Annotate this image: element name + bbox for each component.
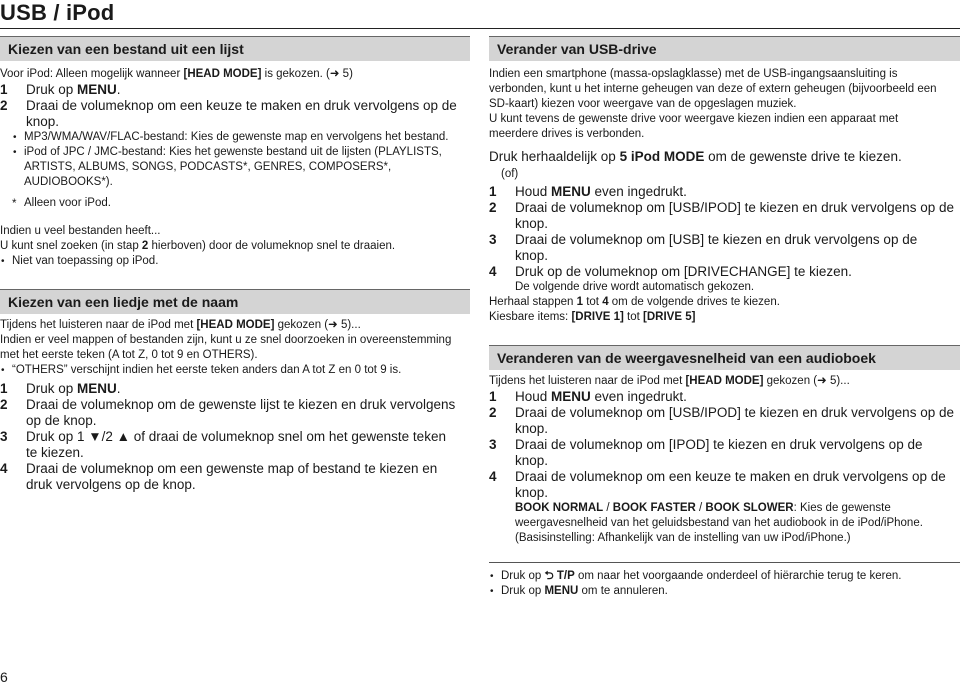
step-2: 2 Draai de volumeknop om [USB/IPOD] te kiezen en druk vervolgens op de knop. — [489, 405, 954, 436]
paragraph: meerdere drives is verbonden. — [489, 128, 645, 140]
or-label: (of) — [501, 168, 519, 180]
section-heading-audiobook-speed: Veranderen van de weergavesnelheid van een audioboek — [489, 345, 960, 370]
list-item: • “OTHERS” verschijnt indien het eerste teken anders dan A tot Z en 0 tot 9 is. — [0, 363, 470, 378]
step-4: 4 Druk op de volumeknop om [DRIVECHANGE] te kiezen. De volgende drive wordt automatisch gekozen. — [489, 264, 852, 293]
paragraph: Tijdens het luisteren naar de iPod met [HEAD MODE] gekozen (➜ 5)... — [489, 375, 850, 387]
tip-title: Indien u veel bestanden heeft... — [0, 225, 161, 237]
back-icon: ⮌ — [544, 570, 554, 582]
paragraph: Herhaal stappen 1 tot 4 om de volgende drives te kiezen. — [489, 296, 780, 308]
section-heading-song-by-name: Kiezen van een liedje met de naam — [0, 289, 470, 314]
step-4: 4 Draai de volumeknop om een gewenste map of bestand te kiezen en druk vervolgens op de knop. — [0, 461, 438, 492]
step-2: 2 Draai de volumeknop om [USB/IPOD] te kiezen en druk vervolgens op de knop. — [489, 200, 954, 231]
step-1: 1 Houd MENU even ingedrukt. — [489, 184, 687, 199]
page-number: 6 — [0, 669, 8, 685]
list-item: • MP3/WMA/WAV/FLAC-bestand: Kies de gewenste map en vervolgens het bestand. — [12, 130, 470, 145]
paragraph: Indien er veel mappen of bestanden zijn, kunt u ze snel doorzoeken in overeenstemming — [0, 334, 452, 346]
step-4: 4 Draai de volumeknop om een keuze te maken en druk vervolgens op de knop. — [489, 469, 946, 500]
list-item: • iPod of JPC / JMC-bestand: Kies het gewenste bestand uit de lijsten (PLAYLISTS, ARTISTS, ALBUMS, SONGS, PODCASTS*, GENRES, COMPOSERS*, AUDIOBOOKS*). — [12, 145, 470, 190]
step-1: 1 Druk op MENU. — [0, 82, 121, 97]
paragraph: weergavesnelheid van het geluidsbestand van het audiobook in de iPod/iPhone. — [515, 517, 923, 529]
page-header — [0, 0, 960, 29]
paragraph: Kiesbare items: [DRIVE 1] tot [DRIVE 5] — [489, 311, 696, 323]
arrow-icon: ➜ — [328, 319, 338, 331]
list-item: • Druk op MENU om te annuleren. — [489, 584, 960, 599]
arrow-icon: ➜ — [817, 375, 827, 387]
footnote: * Alleen voor iPod. — [12, 196, 470, 211]
paragraph: U kunt tevens de gewenste drive voor weergave kiezen indien een apparaat met — [489, 113, 899, 125]
section-heading-file-list: Kiezen van een bestand uit een lijst — [0, 36, 470, 61]
list-item: • Niet van toepassing op iPod. — [0, 254, 470, 269]
paragraph: verbonden, kunt u het interne geheugen van deze of extern geheugen (bijvoorbeeld een — [489, 83, 937, 95]
step-3: 3 Druk op 1 ▼/2 ▲ of draai de volumeknop snel om het gewenste teken te kiezen. — [0, 429, 446, 460]
section-heading-usb-drive: Verander van USB-drive — [489, 36, 960, 61]
step-1: 1 Houd MENU even ingedrukt. — [489, 389, 687, 404]
step-1: 1 Druk op MENU. — [0, 381, 121, 396]
step-2: 2 Draai de volumeknop om de gewenste lijst te kiezen en druk vervolgens op de knop. — [0, 397, 456, 428]
step-2: 2 Draai de volumeknop om een keuze te maken en druk vervolgens op de knop. — [0, 98, 457, 129]
arrow-icon: ➜ — [329, 68, 340, 80]
page-title: USB / iPod — [0, 0, 115, 25]
paragraph: Voor iPod: Alleen mogelijk wanneer [HEAD MODE] is gekozen. (➜ 5) — [0, 68, 353, 80]
paragraph: SD-kaart) kiezen voor weergave van de opgeslagen muziek. — [489, 98, 797, 110]
paragraph: met het eerste teken (A tot Z, 0 tot 9 en OTHERS). — [0, 349, 258, 361]
step-3: 3 Draai de volumeknop om [IPOD] te kiezen en druk vervolgens op de knop. — [489, 437, 923, 468]
paragraph: Indien een smartphone (massa-opslagklasse) met de USB-ingangsaansluiting is — [489, 68, 898, 80]
paragraph: (Basisinstelling: Afhankelijk van de instelling van uw iPod/iPhone.) — [515, 532, 851, 544]
list-item: • Druk op ⮌ T/P om naar het voorgaande onderdeel of hiërarchie terug te keren. — [489, 569, 960, 584]
left-column — [0, 36, 470, 493]
instruction: Druk herhaaldelijk op 5 iPod MODE om de gewenste drive te kiezen. — [489, 149, 902, 164]
paragraph: U kunt snel zoeken (in stap 2 hierboven) door de volumeknop snel te draaien. — [0, 240, 396, 252]
option-list: BOOK NORMAL / BOOK FASTER / BOOK SLOWER: Kies de gewenste — [515, 502, 891, 514]
paragraph: Tijdens het luisteren naar de iPod met [HEAD MODE] gekozen (➜ 5)... — [0, 319, 361, 331]
step-3: 3 Draai de volumeknop om [USB] te kiezen en druk vervolgens op de knop. — [489, 232, 918, 263]
right-column — [489, 36, 960, 599]
tips-box — [489, 562, 960, 599]
